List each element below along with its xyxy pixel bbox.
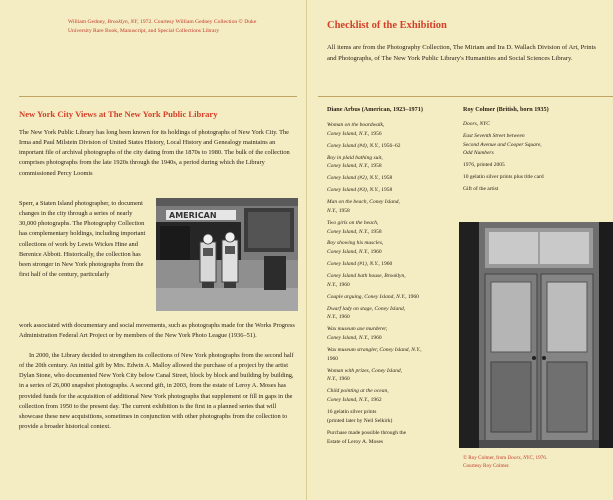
arbus-entry (327, 387, 455, 405)
arbus-entry (327, 305, 455, 323)
arbus-entry-date: , 1960 (378, 261, 393, 268)
arbus-entry-title-text: Wax museum axe murderer, Coney Island, N.Y. (327, 326, 388, 342)
arbus-entry-date: , 1960 (367, 249, 382, 256)
arbus-entry-title-text: Dwarf lady on stage, Coney Island, N.Y. (327, 305, 406, 321)
arbus-entry-title-text: Woman on the boardwalk, Coney Island, N.Y. (327, 122, 385, 137)
arbus-entry-date: , 1960 (327, 346, 422, 362)
arbus-entry-line (327, 142, 455, 151)
arbus-entry (327, 346, 455, 364)
gas-station-sign-text: AMERICAN (169, 211, 217, 220)
arbus-entry-date: , 1956 (367, 130, 382, 137)
credit-title: Brooklyn, NY (107, 19, 138, 25)
arbus-entry (327, 174, 455, 183)
arbus-entry-date: , 1960 (335, 376, 350, 383)
arbus-entry-date: , 1958 (378, 175, 393, 182)
colmer-checklist (463, 120, 608, 197)
credit-text: William Gedney, (68, 19, 108, 25)
arbus-entry-date: , 1958 (335, 207, 350, 214)
colmer-date: 1976, printed 2005 (463, 162, 505, 169)
arbus-entry (327, 121, 455, 139)
arbus-entry-date: , 1956–62 (378, 142, 401, 149)
gas-station-image (156, 198, 298, 311)
arbus-entry-date: , 1960 (335, 314, 350, 321)
arbus-entry (327, 186, 455, 195)
caption-text-rest: , 1976. (532, 455, 548, 461)
arbus-entry-line (327, 239, 455, 257)
arbus-entry-line (327, 346, 455, 364)
arbus-entry-line (327, 325, 455, 343)
arbus-entry-title-text: Woman with prizes, Coney Island, N.Y. (327, 367, 402, 383)
arbus-entry-title-text: Wax museum strangler, Coney Island, N.Y. (327, 346, 421, 353)
arbus-entry-date: , 1958 (367, 228, 382, 235)
arbus-entry-date: , 1962 (367, 397, 382, 404)
arbus-entry-line (327, 272, 455, 290)
caption-courtesy: Courtesy Roy Colmer. (463, 463, 510, 469)
colmer-credit: Gift of the artist (463, 186, 499, 193)
top-photo-credit (68, 18, 268, 35)
arbus-entry-title-text: Coney Island (#2), N.Y. (327, 175, 379, 182)
arbus-purchase-note: Purchase made possible through the Estate of Leroy A. Moses (327, 429, 407, 445)
arbus-entry (327, 198, 455, 216)
checklist-intro: All items are from the Photography Collection, The Miriam and Ira D. Wallach Division of Art, Prints and Photographs, of The New York Public Library's Humanities and Social Sciences Library. (327, 44, 596, 62)
caption-title: Doors, NYC (507, 455, 533, 461)
arbus-entry (327, 154, 455, 172)
arbus-entry-title-text: Coney Island (#1), N.Y. (327, 261, 379, 268)
arbus-entry-title-text: Couple arguing, Coney Island, N.Y. (327, 293, 406, 300)
arbus-entry (327, 367, 455, 385)
arbus-entry-title-text: Man on the beach, Coney Island, N.Y. (327, 199, 400, 214)
arbus-entry-date: , 1958 (367, 163, 382, 170)
article-paragraph-1-wrap: Sperr, a Staten Island photographer, to document changes in the city through a series of nearly 30,000 photographs. The Photography Collection has complementary holdings, including important collections of work by Lewis Wickes Hine and Berenice Abbott. Historically, the collection has been stronger in New York photographs from the first half of the century, particularly (19, 200, 146, 279)
page-fold (306, 0, 307, 500)
credit-text-rest: , 1972. Courtesy William Gedney Collection © Duke University Rare Book, Manuscript, and Special Collections Library (68, 19, 257, 34)
arbus-entry-title-text: Coney Island (#4), N.Y. (327, 142, 379, 149)
checklist-title: Checklist of the Exhibition (327, 20, 447, 31)
arbus-entry-line (327, 305, 455, 323)
doors-photo (459, 222, 613, 448)
gas-station-photo (156, 198, 298, 311)
arbus-entry-title-text: Coney Island (#3), N.Y. (327, 187, 379, 194)
arbus-entry-date: , 1958 (378, 187, 393, 194)
arbus-entry-title-text: Two girls on the beach, Coney Island, N.Y. (327, 219, 379, 235)
right-divider (318, 96, 613, 97)
arbus-entry-line (327, 293, 455, 302)
article-paragraph-2: In 2000, the Library decided to strengthen its collections of New York photographs from the second half of the 20th century. An initial gift by Mrs. Edwin A. Malloy allowed the purchase of a project by the artist Dylan Stone, who documented New York City below Canal Street, block by block and building by building, in a series of 26,000 snapshot photographs. A second gift, in 2003, from the estate of Leroy A. Moses has provided funds for the acquisition of additional New York photographs that supplement or fill in gaps in the collection from 1950 to the present day. The current exhibition is the first in a planned series that will showcase these new acquisitions, sometimes in conjunction with other photographs from the collection to provide a broader historical context. (19, 352, 294, 431)
arbus-entry-line (327, 121, 455, 139)
arbus-entry (327, 325, 455, 343)
article-paragraph-1-bottom: work associated with documentary and social movements, such as photographs made for the Works Progress Administration Federal Art Project or by members of the New York Photo League (1936–51). (19, 322, 295, 340)
colmer-heading: Roy Colmer (British, born 1935) (463, 106, 549, 113)
arbus-checklist (327, 121, 455, 449)
arbus-entry-line (327, 186, 455, 195)
colmer-medium: 10 gelatin silver prints plus title card (463, 174, 544, 181)
arbus-entry-line (327, 174, 455, 183)
doors-photo-caption (463, 454, 603, 470)
arbus-entry-title-text: Child pointing at the ocean, Coney Island, N.Y. (327, 388, 389, 404)
arbus-entry-line (327, 219, 455, 237)
arbus-entry (327, 260, 455, 269)
arbus-entry-line (327, 260, 455, 269)
colmer-subtitle: East Seventh Street between Second Avenue and Cooper Square, Odd Numbers (463, 132, 542, 157)
arbus-entry (327, 219, 455, 237)
arbus-entry-line (327, 387, 455, 405)
arbus-heading: Diane Arbus (American, 1923–1971) (327, 106, 423, 113)
left-divider (19, 96, 297, 97)
arbus-entry-line (327, 198, 455, 216)
article-paragraph-1-top: The New York Public Library has long been known for its holdings of photographs of New York City. The Irma and Paul Milstein Division of United States History, Local History and Genealogy maintains an important file of archival photographs of the city dating from the 1870s to 1980. The bulk of the collection comprises photographs from the late 1920s through the 1940s, a period during which the Library commissioned Percy Loomis (19, 129, 290, 177)
arbus-entry-date: , 1960 (367, 335, 382, 342)
doors-image (459, 222, 613, 448)
arbus-entry (327, 293, 455, 302)
arbus-entry (327, 142, 455, 151)
arbus-entry-date: , 1960 (405, 293, 419, 300)
arbus-entry (327, 239, 455, 257)
caption-text: © Roy Colmer, from (463, 455, 508, 461)
arbus-print-note: 16 gelatin silver prints (printed later by Neil Selkirk) (327, 409, 393, 424)
arbus-entry (327, 272, 455, 290)
arbus-entry-title-text: Coney Island bath house, Brooklyn, N.Y. (327, 273, 406, 288)
arbus-entry-title-text: Boy in plaid bathing suit, Coney Island, N.Y. (327, 154, 383, 170)
colmer-title: Doors, NYC (463, 121, 490, 127)
article-title: New York City Views at The New York Public Library (19, 109, 218, 119)
arbus-entry-line (327, 367, 455, 385)
arbus-entry-line (327, 154, 455, 172)
arbus-entry-date: , 1960 (335, 281, 350, 288)
arbus-entry-title-text: Boy showing his muscles, Coney Island, N.Y. (327, 240, 384, 256)
